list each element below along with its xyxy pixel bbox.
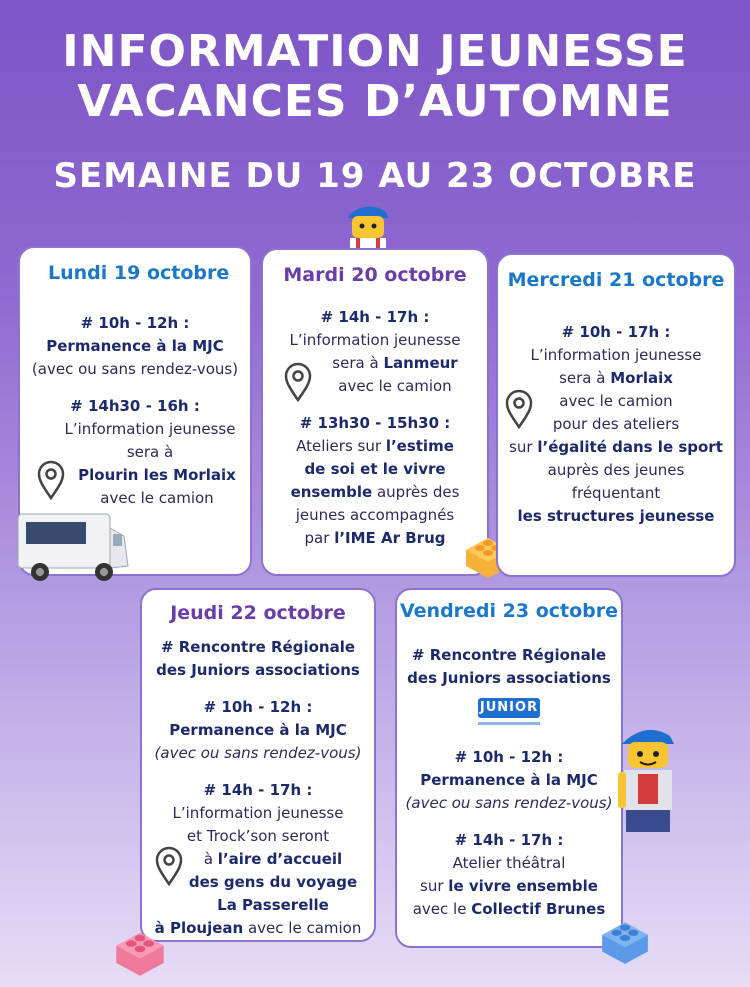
highlight: de soi et le vivre (304, 460, 446, 478)
text-line: fréquentant (571, 484, 661, 502)
text-fragment: sur (420, 877, 444, 895)
text-fragment: avec le camion (247, 919, 362, 937)
lego-brick-icon (598, 912, 652, 966)
highlight: le vivre ensemble (448, 877, 598, 895)
highlight: des gens du voyage (188, 873, 358, 891)
text-line: L’information jeunesse (64, 420, 236, 438)
time-slot: # 10h - 12h : (203, 698, 313, 716)
text-line: des Juniors associations (156, 661, 360, 679)
text-line: Atelier théâtral (452, 854, 566, 872)
location-pin-icon (283, 362, 313, 402)
location: Plourin les Morlaix (78, 466, 236, 484)
text-line: L’information jeunesse (289, 331, 461, 349)
card-thursday (140, 588, 376, 942)
food-truck-icon (16, 506, 131, 586)
time-slot: # 10h - 12h : (80, 314, 190, 332)
text-line: avec le camion (338, 377, 452, 395)
text-line: jeunes accompagnés (295, 506, 455, 524)
time-slot: # 10h - 17h : (561, 323, 671, 341)
text-line (397, 875, 621, 898)
highlight: ensemble (290, 483, 373, 501)
highlight: l’IME Ar Brug (334, 529, 446, 547)
location: Morlaix (610, 369, 673, 387)
location-pin-icon (36, 460, 66, 500)
text-fragment: sera à (559, 369, 606, 387)
location-pin-icon (154, 846, 184, 886)
text-line: avec le camion (559, 392, 673, 410)
text-line: pour des ateliers (552, 415, 680, 433)
lego-figure-icon (618, 722, 678, 834)
highlight: l’aire d’accueil (217, 850, 343, 868)
time-slot: # 14h30 - 16h : (70, 397, 200, 415)
text-fragment: à (203, 850, 214, 868)
text-line: L’information jeunesse (172, 804, 344, 822)
day-title: Vendredi 23 octobre (399, 600, 619, 622)
highlight: les structures jeunesse (517, 507, 715, 525)
text-fragment: avec le (412, 900, 467, 918)
note: (avec ou sans rendez-vous) (154, 744, 362, 762)
text-line: des Juniors associations (407, 669, 611, 687)
text-line: # Rencontre Régionale (411, 646, 607, 664)
lego-figure-icon (344, 200, 392, 252)
week-subtitle: SEMAINE DU 19 AU 23 OCTOBRE (53, 156, 697, 196)
day-title: Mercredi 21 octobre (507, 269, 725, 291)
text-fragment: auprès des (376, 483, 460, 501)
note: (avec ou sans rendez-vous) (31, 360, 239, 378)
highlight: à Ploujean (154, 919, 244, 937)
card-wednesday (496, 253, 736, 577)
title-line-1: INFORMATION JEUNESSE (62, 26, 688, 77)
location: Permanence à la MJC (46, 337, 224, 355)
junior-logo (478, 698, 540, 732)
time-slot: # 10h - 12h : (454, 748, 564, 766)
text-fragment: Ateliers sur (296, 437, 382, 455)
location-pin-icon (504, 389, 534, 429)
text-line (498, 436, 734, 459)
time-slot: # 14h - 17h : (203, 781, 313, 799)
highlight: Collectif Brunes (471, 900, 606, 918)
text-line (263, 481, 487, 504)
card-friday (395, 588, 623, 948)
junior-logo-text: JUNIOR (478, 698, 540, 718)
text-line (498, 367, 734, 390)
text-line: et Trock’son seront (186, 827, 330, 845)
day-title: Mardi 20 octobre (283, 264, 467, 286)
location: Permanence à la MJC (169, 721, 347, 739)
text-line (263, 527, 487, 550)
time-slot: # 14h - 17h : (320, 308, 430, 326)
lego-brick-icon (112, 922, 168, 978)
title-line-2: VACANCES D’AUTOMNE (77, 76, 673, 127)
highlight: l’estime (385, 437, 454, 455)
text-line: avec le camion (100, 489, 214, 507)
day-title: Lundi 19 octobre (48, 262, 230, 284)
day-title: Jeudi 22 octobre (170, 602, 346, 624)
text-line: # Rencontre Régionale (160, 638, 356, 656)
text-fragment: sera à (332, 354, 379, 372)
note: (avec ou sans rendez-vous) (405, 794, 613, 812)
text-line (263, 435, 487, 458)
card-tuesday (261, 248, 489, 576)
location: Permanence à la MJC (420, 771, 598, 789)
text-fragment: par (304, 529, 330, 547)
highlight: La Passerelle (217, 896, 329, 914)
time-slot: # 13h30 - 15h30 : (299, 414, 451, 432)
text-fragment: sur (509, 438, 533, 456)
highlight: l’égalité dans le sport (537, 438, 723, 456)
text-line: L’information jeunesse (530, 346, 702, 364)
text-line (142, 917, 374, 940)
text-line (397, 898, 621, 921)
location: Lanmeur (383, 354, 458, 372)
time-slot: # 14h - 17h : (454, 831, 564, 849)
text-line: auprès des jeunes (547, 461, 685, 479)
text-line: sera à (126, 443, 174, 461)
